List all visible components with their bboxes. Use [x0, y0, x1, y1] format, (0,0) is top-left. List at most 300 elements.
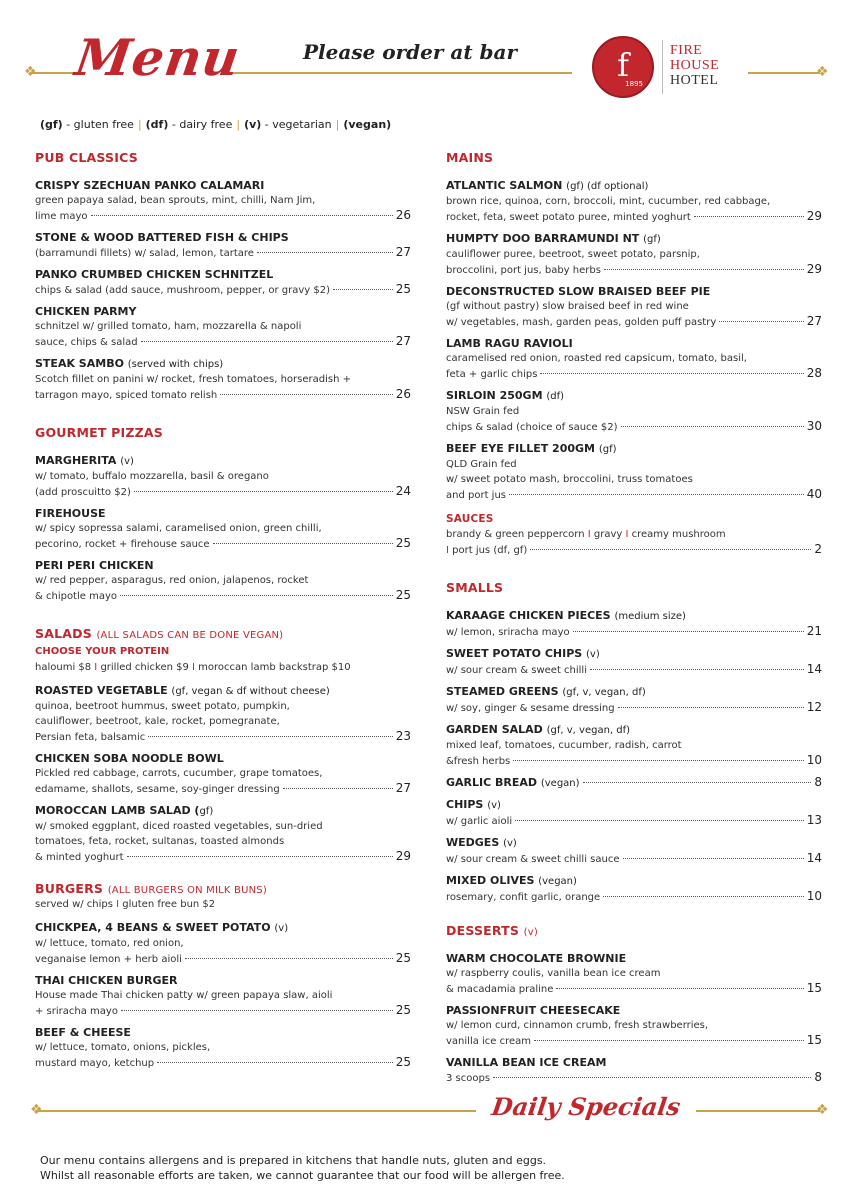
price-line: [446, 209, 822, 225]
item-price: 29: [395, 849, 411, 863]
item-name: PANKO CRUMBED CHICKEN SCHNITZEL: [35, 268, 274, 281]
item-tag: (v): [586, 649, 600, 660]
item-description: broccolini, port jus, baby herbs: [446, 265, 601, 276]
item-name: BEEF EYE FILLET 200GM (gf): [446, 442, 617, 455]
item-tag: (gf): [643, 234, 661, 245]
legend-separator: |: [236, 118, 241, 131]
price-line: [35, 245, 411, 261]
left-column: [35, 150, 411, 1077]
item-description: w/ lettuce, tomato, onions, pickles,: [35, 1042, 211, 1053]
dot-leader: [134, 491, 393, 492]
item-name: PASSIONFRUIT CHEESECAKE: [446, 1004, 621, 1017]
menu-item: [35, 803, 411, 865]
price-line: [446, 813, 822, 829]
dot-leader: [618, 707, 804, 708]
price-line: [446, 1070, 822, 1086]
item-price: 8: [814, 1070, 822, 1084]
dot-leader: [573, 631, 804, 632]
menu-item: [35, 267, 411, 298]
price-line: [446, 262, 822, 278]
menu-section: [35, 150, 411, 403]
item-description: Scotch fillet on panini w/ rocket, fresh tomatoes, horseradish +: [35, 374, 351, 385]
menu-item: [446, 684, 822, 716]
item-name: CRISPY SZECHUAN PANKO CALAMARI: [35, 179, 265, 192]
menu-item: [446, 775, 822, 791]
menu-item: [446, 608, 822, 640]
dot-leader: [220, 394, 392, 395]
item-description: QLD Grain fed: [446, 459, 517, 470]
item-description: edamame, shallots, sesame, soy-ginger dressing: [35, 784, 280, 795]
item-description: w/ tomato, buffalo mozzarella, basil & oregano: [35, 471, 269, 482]
price-line: [446, 487, 822, 503]
dot-leader: [534, 1040, 804, 1041]
logo-word-house: HOUSE: [670, 58, 720, 73]
item-tag: (gf) (df optional): [566, 181, 649, 192]
dot-leader: [515, 820, 804, 821]
item-price: 27: [395, 334, 411, 348]
dot-leader: [141, 341, 393, 342]
menu-item: [446, 722, 822, 769]
item-description: w/ spicy sopressa salami, caramelised onion, green chilli,: [35, 523, 322, 534]
dot-leader: [185, 958, 393, 959]
dot-leader: [127, 856, 393, 857]
subtext-part: haloumi $8: [35, 662, 92, 673]
item-description: feta + garlic chips: [446, 369, 538, 380]
header-rule-middle: [226, 72, 572, 74]
item-price: 30: [806, 419, 822, 433]
item-name: MARGHERITA (v): [35, 454, 134, 467]
item-description: w/ sour cream & sweet chilli: [446, 665, 587, 676]
price-line: [35, 588, 411, 604]
menu-section: [446, 923, 822, 1086]
item-description: lime mayo: [35, 211, 88, 222]
legend-label: - vegetarian: [261, 118, 332, 131]
item-description: veganaise lemon + herb aioli: [35, 954, 182, 965]
item-description: pecorino, rocket + firehouse sauce: [35, 539, 210, 550]
menu-item: [446, 231, 822, 278]
item-description: w/ soy, ginger & sesame dressing: [446, 703, 615, 714]
item-price: 24: [395, 484, 411, 498]
item-description: Pickled red cabbage, carrots, cucumber, grape tomatoes,: [35, 768, 323, 779]
item-description: (barramundi fillets) w/ salad, lemon, tartare: [35, 248, 254, 259]
section-title: BURGERS (ALL BURGERS ON MILK BUNS): [35, 881, 267, 896]
legend-label: - gluten free: [62, 118, 134, 131]
legend-separator: |: [137, 118, 142, 131]
allergen-notice: [40, 1153, 565, 1183]
item-price: 2: [814, 542, 822, 556]
item-description: w/ garlic aioli: [446, 816, 513, 827]
footer-rule-right: [696, 1110, 820, 1112]
header-rule-left: [30, 72, 78, 74]
item-description: tarragon mayo, spiced tomato relish: [35, 390, 218, 401]
menu-item: [446, 1003, 822, 1049]
item-name: STEAMED GREENS (gf, v, vegan, df): [446, 685, 646, 698]
menu-item: [446, 178, 822, 225]
item-name: SIRLOIN 250GM (df): [446, 389, 565, 402]
item-name: CHICKEN PARMY: [35, 305, 137, 318]
item-name: VANILLA BEAN ICE CREAM: [446, 1056, 607, 1069]
item-description: quinoa, beetroot hummus, sweet potato, pumpkin,: [35, 701, 290, 712]
legend-label: - dairy free: [168, 118, 233, 131]
item-name: WEDGES (v): [446, 836, 517, 849]
dot-leader: [283, 788, 393, 789]
dot-leader: [157, 1062, 393, 1063]
item-name: THAI CHICKEN BURGER: [35, 974, 178, 987]
logo: [592, 36, 654, 98]
item-description: brown rice, quinoa, corn, broccoli, mint, cucumber, red cabbage,: [446, 196, 771, 207]
subtext-part: gluten free bun $2: [122, 899, 216, 910]
section-title: DESSERTS (v): [446, 923, 538, 938]
price-line: [35, 1003, 411, 1019]
menu-section: [446, 150, 822, 558]
item-price: 25: [395, 951, 411, 965]
item-description: cauliflower puree, beetroot, sweet potato, parsnip,: [446, 249, 700, 260]
sauces-list: [446, 527, 822, 542]
separator: I: [188, 662, 199, 673]
menu-item: [35, 356, 411, 403]
item-tag: (v): [274, 923, 289, 934]
price-line: [446, 366, 822, 382]
item-price: 10: [806, 889, 822, 903]
price-line: [446, 314, 822, 330]
menu-section: [35, 626, 411, 865]
item-tag: (gf): [598, 444, 617, 455]
daily-specials-title: Daily Specials: [489, 1092, 683, 1121]
item-price: 12: [806, 700, 822, 714]
price-line: [35, 536, 411, 552]
item-description: NSW Grain fed: [446, 406, 520, 417]
item-price: 8: [814, 775, 822, 789]
dot-leader: [583, 782, 812, 783]
item-name: STONE & WOOD BATTERED FISH & CHIPS: [35, 231, 289, 244]
item-tag: (v): [487, 800, 501, 811]
item-price: 14: [806, 662, 822, 676]
item-description: rocket, feta, sweet potato puree, minted yoghurt: [446, 212, 691, 223]
price-line: [35, 334, 411, 350]
item-description: [446, 543, 527, 558]
price-line: [446, 542, 822, 558]
item-tag: (vegan): [540, 778, 580, 789]
section-title: SALADS (ALL SALADS CAN BE DONE VEGAN): [35, 626, 284, 641]
item-description: vanilla ice cream: [446, 1036, 532, 1047]
dot-leader: [603, 896, 804, 897]
separator: I: [446, 545, 453, 556]
item-price: 15: [806, 1033, 822, 1047]
sauce-name: creamy mushroom: [631, 529, 726, 540]
price-line: [35, 387, 411, 403]
item-description: and port jus: [446, 490, 506, 501]
separator: I: [584, 529, 594, 540]
item-description: w/ sour cream & sweet chilli sauce: [446, 854, 620, 865]
separator: I: [91, 662, 101, 673]
item-description: w/ lettuce, tomato, red onion,: [35, 938, 184, 949]
legend-code: (df): [145, 118, 169, 131]
menu-item: [35, 973, 411, 1019]
dot-leader: [257, 252, 393, 253]
item-price: 23: [395, 729, 411, 743]
section-title: GOURMET PIZZAS: [35, 425, 163, 440]
item-price: 27: [806, 314, 822, 328]
menu-item: [446, 441, 822, 503]
price-line: [446, 889, 822, 905]
price-line: [446, 700, 822, 716]
item-price: 21: [806, 624, 822, 638]
item-name: CHICKEN SOBA NOODLE BOWL: [35, 752, 224, 765]
item-price: 13: [806, 813, 822, 827]
menu-item: [35, 751, 411, 797]
menu-item: [35, 230, 411, 261]
menu-item: [35, 178, 411, 224]
item-description: chips & salad (add sauce, mushroom, pepper, or gravy $2): [35, 285, 330, 296]
item-description: mixed leaf, tomatoes, cucumber, radish, carrot: [446, 740, 682, 751]
item-description: mustard mayo, ketchup: [35, 1058, 155, 1069]
item-description: w/ smoked eggplant, diced roasted vegetables, sun-dried: [35, 821, 323, 832]
price-line: [446, 662, 822, 678]
item-description: cauliflower, beetroot, kale, rocket, pomegranate,: [35, 716, 280, 727]
sauce-name: gravy: [593, 529, 623, 540]
dot-leader: [590, 669, 804, 670]
item-name: STEAK SAMBO (served with chips): [35, 357, 224, 370]
logo-word-hotel: HOTEL: [670, 73, 719, 88]
allergen-line-2: Whilst all reasonable efforts are taken, we cannot guarantee that our food will be allergen free.: [40, 1169, 565, 1182]
price-line: [446, 775, 822, 791]
price-line: [35, 282, 411, 298]
item-price: 40: [806, 487, 822, 501]
item-price: 27: [395, 245, 411, 259]
price-line: [446, 753, 822, 769]
header: [0, 0, 849, 110]
item-name: WARM CHOCOLATE BROWNIE: [446, 952, 627, 965]
section-title: PUB CLASSICS: [35, 150, 138, 165]
section-note: (ALL BURGERS ON MILK BUNS): [107, 885, 267, 896]
footer-rule-left: [36, 1110, 476, 1112]
legend-code: (gf): [40, 118, 63, 131]
item-name: DECONSTRUCTED SLOW BRAISED BEEF PIE: [446, 285, 711, 298]
item-name: ROASTED VEGETABLE (gf, vegan & df without cheese): [35, 684, 330, 697]
item-name: CHIPS (v): [446, 798, 501, 811]
item-name: PERI PERI CHICKEN: [35, 559, 154, 572]
item-description: caramelised red onion, roasted red capsicum, tomato, basil,: [446, 353, 747, 364]
item-tag: (df): [546, 391, 565, 402]
dot-leader: [120, 595, 393, 596]
section-note: (v): [523, 927, 538, 938]
item-name: CHICKPEA, 4 BEANS & SWEET POTATO (v): [35, 921, 289, 934]
price-line: [446, 419, 822, 435]
flourish-icon: ❖: [816, 1102, 829, 1118]
logo-word-fire: FIRE: [670, 43, 703, 58]
menu-item: [35, 920, 411, 967]
subtext-part: moroccan lamb backstrap $10: [198, 662, 351, 673]
section-subtext: [35, 897, 411, 912]
item-price: 26: [395, 387, 411, 401]
price-line: [35, 1055, 411, 1071]
item-price: 14: [806, 851, 822, 865]
item-name: GARDEN SALAD (gf, v, vegan, df): [446, 723, 631, 736]
price-line: [446, 624, 822, 640]
item-price: 29: [806, 209, 822, 223]
menu-item: [35, 1025, 411, 1071]
item-name: LAMB RAGU RAVIOLI: [446, 337, 573, 350]
item-description: &fresh herbs: [446, 756, 511, 767]
item-price: 25: [395, 588, 411, 602]
menu-item: [446, 951, 822, 997]
item-name: KARAAGE CHICKEN PIECES (medium size): [446, 609, 686, 622]
item-name: ATLANTIC SALMON (gf) (df optional): [446, 179, 649, 192]
sauces-title: SAUCES: [446, 513, 494, 525]
dot-leader: [121, 1010, 393, 1011]
menu-item: [35, 558, 411, 604]
item-description: sauce, chips & salad: [35, 337, 138, 348]
price-line: [35, 484, 411, 500]
footer-band: [0, 1090, 849, 1130]
item-tag: (v): [503, 838, 517, 849]
item-name: MIXED OLIVES (vegan): [446, 874, 577, 887]
item-description: green papaya salad, bean sprouts, mint, chilli, Nam Jim,: [35, 195, 316, 206]
item-tag: (medium size): [614, 611, 686, 622]
page-title: Menu: [71, 28, 245, 87]
dot-leader: [556, 988, 803, 989]
subtext-part: served w/ chips: [35, 899, 113, 910]
price-line: [35, 849, 411, 865]
item-description: (gf without pastry) slow braised beef in red wine: [446, 301, 689, 312]
item-price: 25: [395, 282, 411, 296]
menu-item: [446, 336, 822, 382]
item-name: FIREHOUSE: [35, 507, 106, 520]
item-description: w/ red pepper, asparagus, red onion, jalapenos, rocket: [35, 575, 309, 586]
item-description: schnitzel w/ grilled tomato, ham, mozzarella & napoli: [35, 321, 302, 332]
item-description: w/ lemon, sriracha mayo: [446, 627, 570, 638]
protein-title: CHOOSE YOUR PROTEIN: [35, 646, 170, 657]
logo-letter: f: [617, 46, 629, 84]
menu-item: [35, 304, 411, 350]
dot-leader: [493, 1077, 811, 1078]
item-price: 29: [806, 262, 822, 276]
item-description: Persian feta, balsamic: [35, 732, 146, 743]
dot-leader: [604, 269, 804, 270]
price-line: [35, 781, 411, 797]
item-name: BEEF & CHEESE: [35, 1026, 131, 1039]
section-title: SMALLS: [446, 580, 504, 595]
item-description: + sriracha mayo: [35, 1006, 118, 1017]
price-line: [35, 951, 411, 967]
section-note: (ALL SALADS CAN BE DONE VEGAN): [96, 630, 284, 641]
price-line: [446, 1033, 822, 1049]
item-price: 28: [806, 366, 822, 380]
item-price: 15: [806, 981, 822, 995]
sauce-name: brandy & green peppercorn: [446, 529, 585, 540]
item-price: 25: [395, 536, 411, 550]
dot-leader: [509, 494, 804, 495]
logo-divider: [662, 40, 663, 94]
menu-section: [35, 881, 411, 1071]
item-price: 26: [395, 208, 411, 222]
menu-item: [35, 506, 411, 552]
subtext-part: grilled chicken $9: [100, 662, 189, 673]
item-description: 3 scoops: [446, 1073, 491, 1084]
menu-item: [35, 453, 411, 500]
item-price: 10: [806, 753, 822, 767]
order-note: Please order at bar: [303, 40, 517, 64]
price-line: [35, 729, 411, 745]
legend-separator: |: [335, 118, 340, 131]
item-price: 27: [395, 781, 411, 795]
item-description: (add proscuitto $2): [35, 487, 131, 498]
item-description: w/ raspberry coulis, vanilla bean ice cream: [446, 968, 661, 979]
dot-leader: [540, 373, 803, 374]
sauce-name: port jus (df, gf): [452, 545, 528, 556]
item-description: & macadamia praline: [446, 984, 554, 995]
section-title: MAINS: [446, 150, 494, 165]
logo-year: 1895: [625, 80, 643, 88]
menu-section: [35, 425, 411, 604]
sauces-block: [446, 513, 822, 558]
item-description: w/ sweet potato mash, broccolini, truss tomatoes: [446, 474, 693, 485]
item-description: w/ lemon curd, cinnamon crumb, fresh strawberries,: [446, 1020, 709, 1031]
dot-leader: [623, 858, 804, 859]
legend-code: (v): [244, 118, 262, 131]
menu-item: [446, 284, 822, 330]
dot-leader: [513, 760, 803, 761]
flourish-icon: ❖: [30, 1102, 43, 1118]
separator: I: [622, 529, 632, 540]
dot-leader: [694, 216, 804, 217]
item-tag: gf): [199, 806, 214, 817]
dot-leader: [621, 426, 804, 427]
dot-leader: [213, 543, 393, 544]
item-description: & minted yoghurt: [35, 852, 124, 863]
item-tag: (served with chips): [127, 359, 224, 370]
price-line: [35, 208, 411, 224]
item-tag: (vegan): [538, 876, 577, 887]
menu-item: [446, 1055, 822, 1086]
item-name: HUMPTY DOO BARRAMUNDI NT (gf): [446, 232, 661, 245]
dot-leader: [333, 289, 393, 290]
header-rule-right: [748, 72, 820, 74]
menu-item: [446, 873, 822, 905]
menu-item: [446, 388, 822, 435]
dot-leader: [148, 736, 392, 737]
section-subtext: [35, 660, 411, 675]
item-description: tomatoes, feta, rocket, sultanas, toasted almonds: [35, 836, 285, 847]
item-description: & chipotle mayo: [35, 591, 117, 602]
price-line: [446, 981, 822, 997]
item-description: House made Thai chicken patty w/ green papaya slaw, aioli: [35, 990, 333, 1001]
legend-code: (vegan): [343, 118, 392, 131]
menu-item: [446, 797, 822, 829]
menu-section: [446, 580, 822, 905]
item-price: 25: [395, 1055, 411, 1069]
right-column: [446, 150, 822, 1092]
item-description: chips & salad (choice of sauce $2): [446, 422, 618, 433]
item-name: SWEET POTATO CHIPS (v): [446, 647, 600, 660]
dot-leader: [91, 215, 393, 216]
item-description: rosemary, confit garlic, orange: [446, 892, 601, 903]
item-tag: (v): [120, 456, 134, 467]
item-name: MOROCCAN LAMB SALAD (gf): [35, 804, 214, 817]
item-tag: (gf, v, vegan, df): [546, 725, 631, 736]
dot-leader: [719, 321, 803, 322]
dietary-legend: [40, 118, 391, 131]
item-description: w/ vegetables, mash, garden peas, golden puff pastry: [446, 317, 717, 328]
allergen-line-1: Our menu contains allergens and is prepared in kitchens that handle nuts, gluten and eggs.: [40, 1154, 547, 1167]
dot-leader: [530, 549, 811, 550]
flourish-icon: ❖: [816, 64, 829, 80]
item-tag: (gf, v, vegan, df): [562, 687, 646, 698]
menu-item: [446, 646, 822, 678]
item-price: 25: [395, 1003, 411, 1017]
item-tag: (gf, vegan & df without cheese): [171, 686, 330, 697]
separator: I: [112, 899, 123, 910]
